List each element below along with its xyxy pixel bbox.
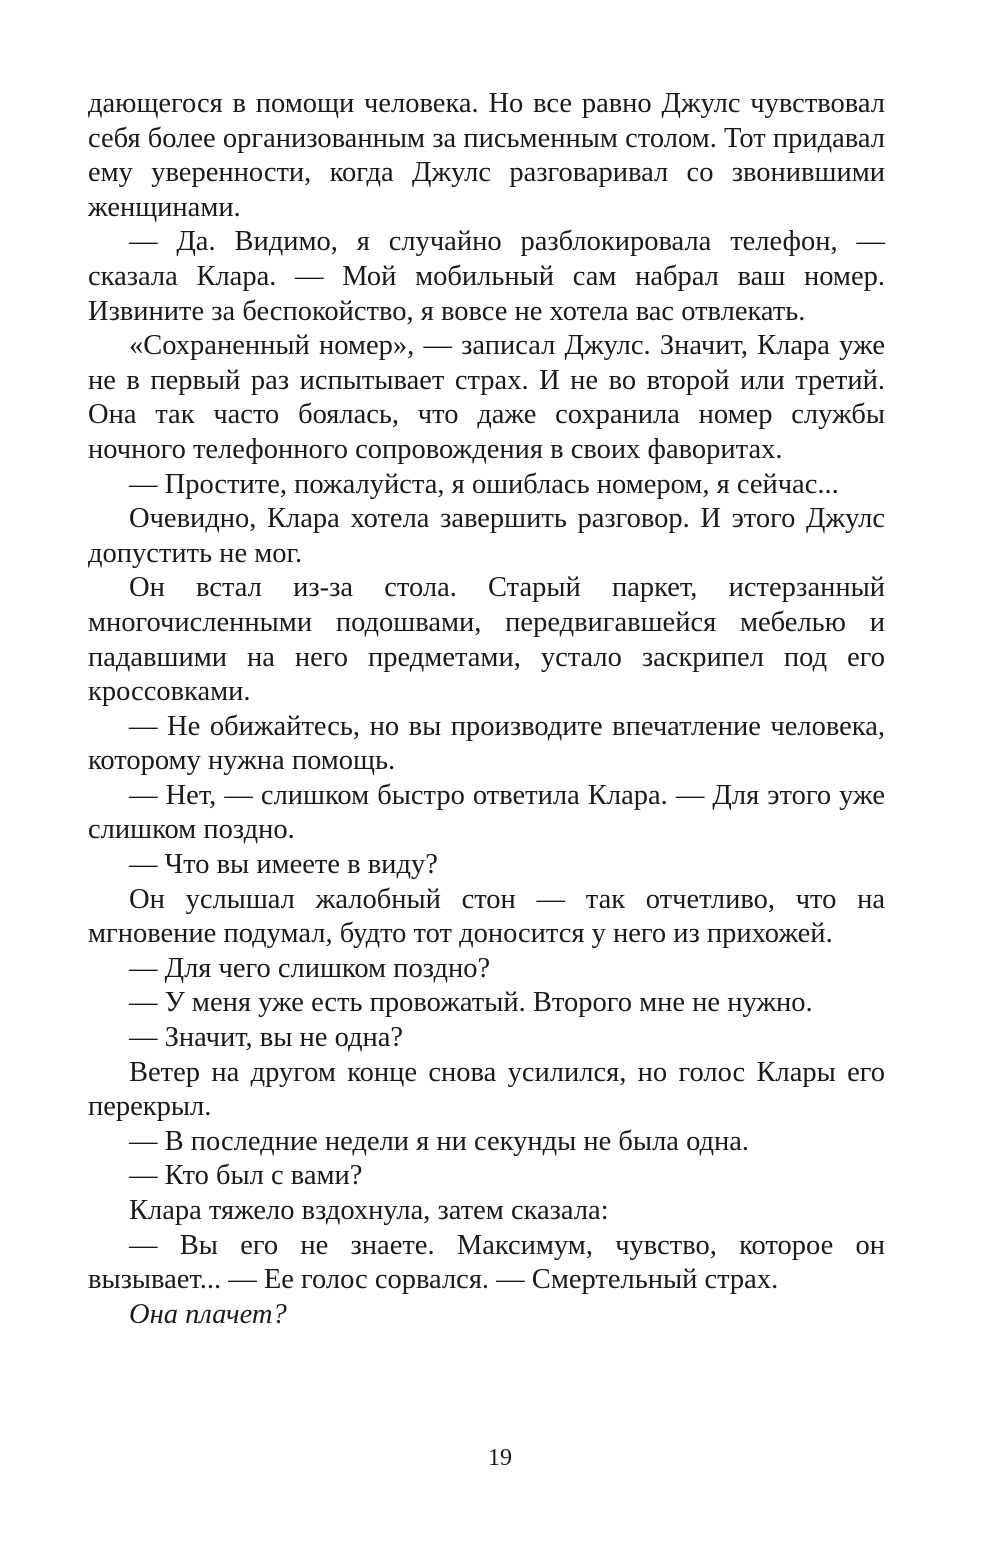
paragraph-6: Он встал из-за стола. Старый паркет, истерзанный многочисленными подошвами, передвигавшейся мебелью и падавшими на него предметами, устало заскрипел под его кроссовками. [88, 572, 885, 708]
paragraph-10: Он услышал жалобный стон — так отчетливо, что на мгновение подумал, будто тот доносится у него из прихожей. [88, 883, 885, 950]
paragraph-19: Она плачет? [129, 1298, 287, 1330]
paragraph-17: Клара тяжело вздохнула, затем сказала: [129, 1195, 609, 1226]
paragraph-13: — Значит, вы не одна? [129, 1022, 404, 1054]
paragraph-1: дающегося в помощи человека. Но все равно Джулс чувствовал себя более организованным за письменным столом. Тот придавал ему уверенности, когда Джулс разговаривал со звонившими женщинами. [88, 88, 885, 223]
paragraph-3: «Сохраненный номер», — записал Джулс. Значит, Клара уже не в первый раз испытывает страх. И не во второй или третий. Она так часто боялась, что даже сохранила номер службы ночного телефонного сопровождения в своих фаворитах. [88, 330, 885, 465]
paragraph-8: — Нет, — слишком быстро ответила Клара. — Для этого уже слишком поздно. [88, 779, 885, 846]
paragraph-12: — У меня уже есть провожатый. Второго мне не нужно. [129, 987, 813, 1019]
paragraph-7: — Не обижайтесь, но вы производите впечатление человека, которому нужна помощь. [88, 710, 885, 777]
paragraph-16: — Кто был с вами? [129, 1160, 363, 1192]
paragraph-4: — Простите, пожалуйста, я ошиблась номером, я сейчас... [129, 468, 839, 500]
page-text [88, 87, 885, 1332]
paragraph-11: — Для чего слишком поздно? [129, 952, 491, 984]
paragraph-14: Ветер на другом конце снова усилился, но голос Клары его перекрыл. [88, 1056, 885, 1123]
paragraph-5: Очевидно, Клара хотела завершить разговор. И этого Джулс допустить не мог. [88, 503, 885, 569]
paragraph-9: — Что вы имеете в виду? [129, 849, 438, 881]
page-number: 19 [488, 1445, 512, 1471]
paragraph-15: — В последние недели я ни секунды не была одна. [129, 1125, 750, 1157]
paragraph-18: — Вы его не знаете. Максимум, чувство, которое он вызывает... — Ее голос сорвался. — Смертельный страх. [88, 1229, 885, 1296]
paragraph-2: — Да. Видимо, я случайно разблокировала телефон, — сказала Клара. — Мой мобильный сам набрал ваш номер. Извините за беспокойство, я вовсе не хотела вас отвлекать. [88, 226, 885, 327]
